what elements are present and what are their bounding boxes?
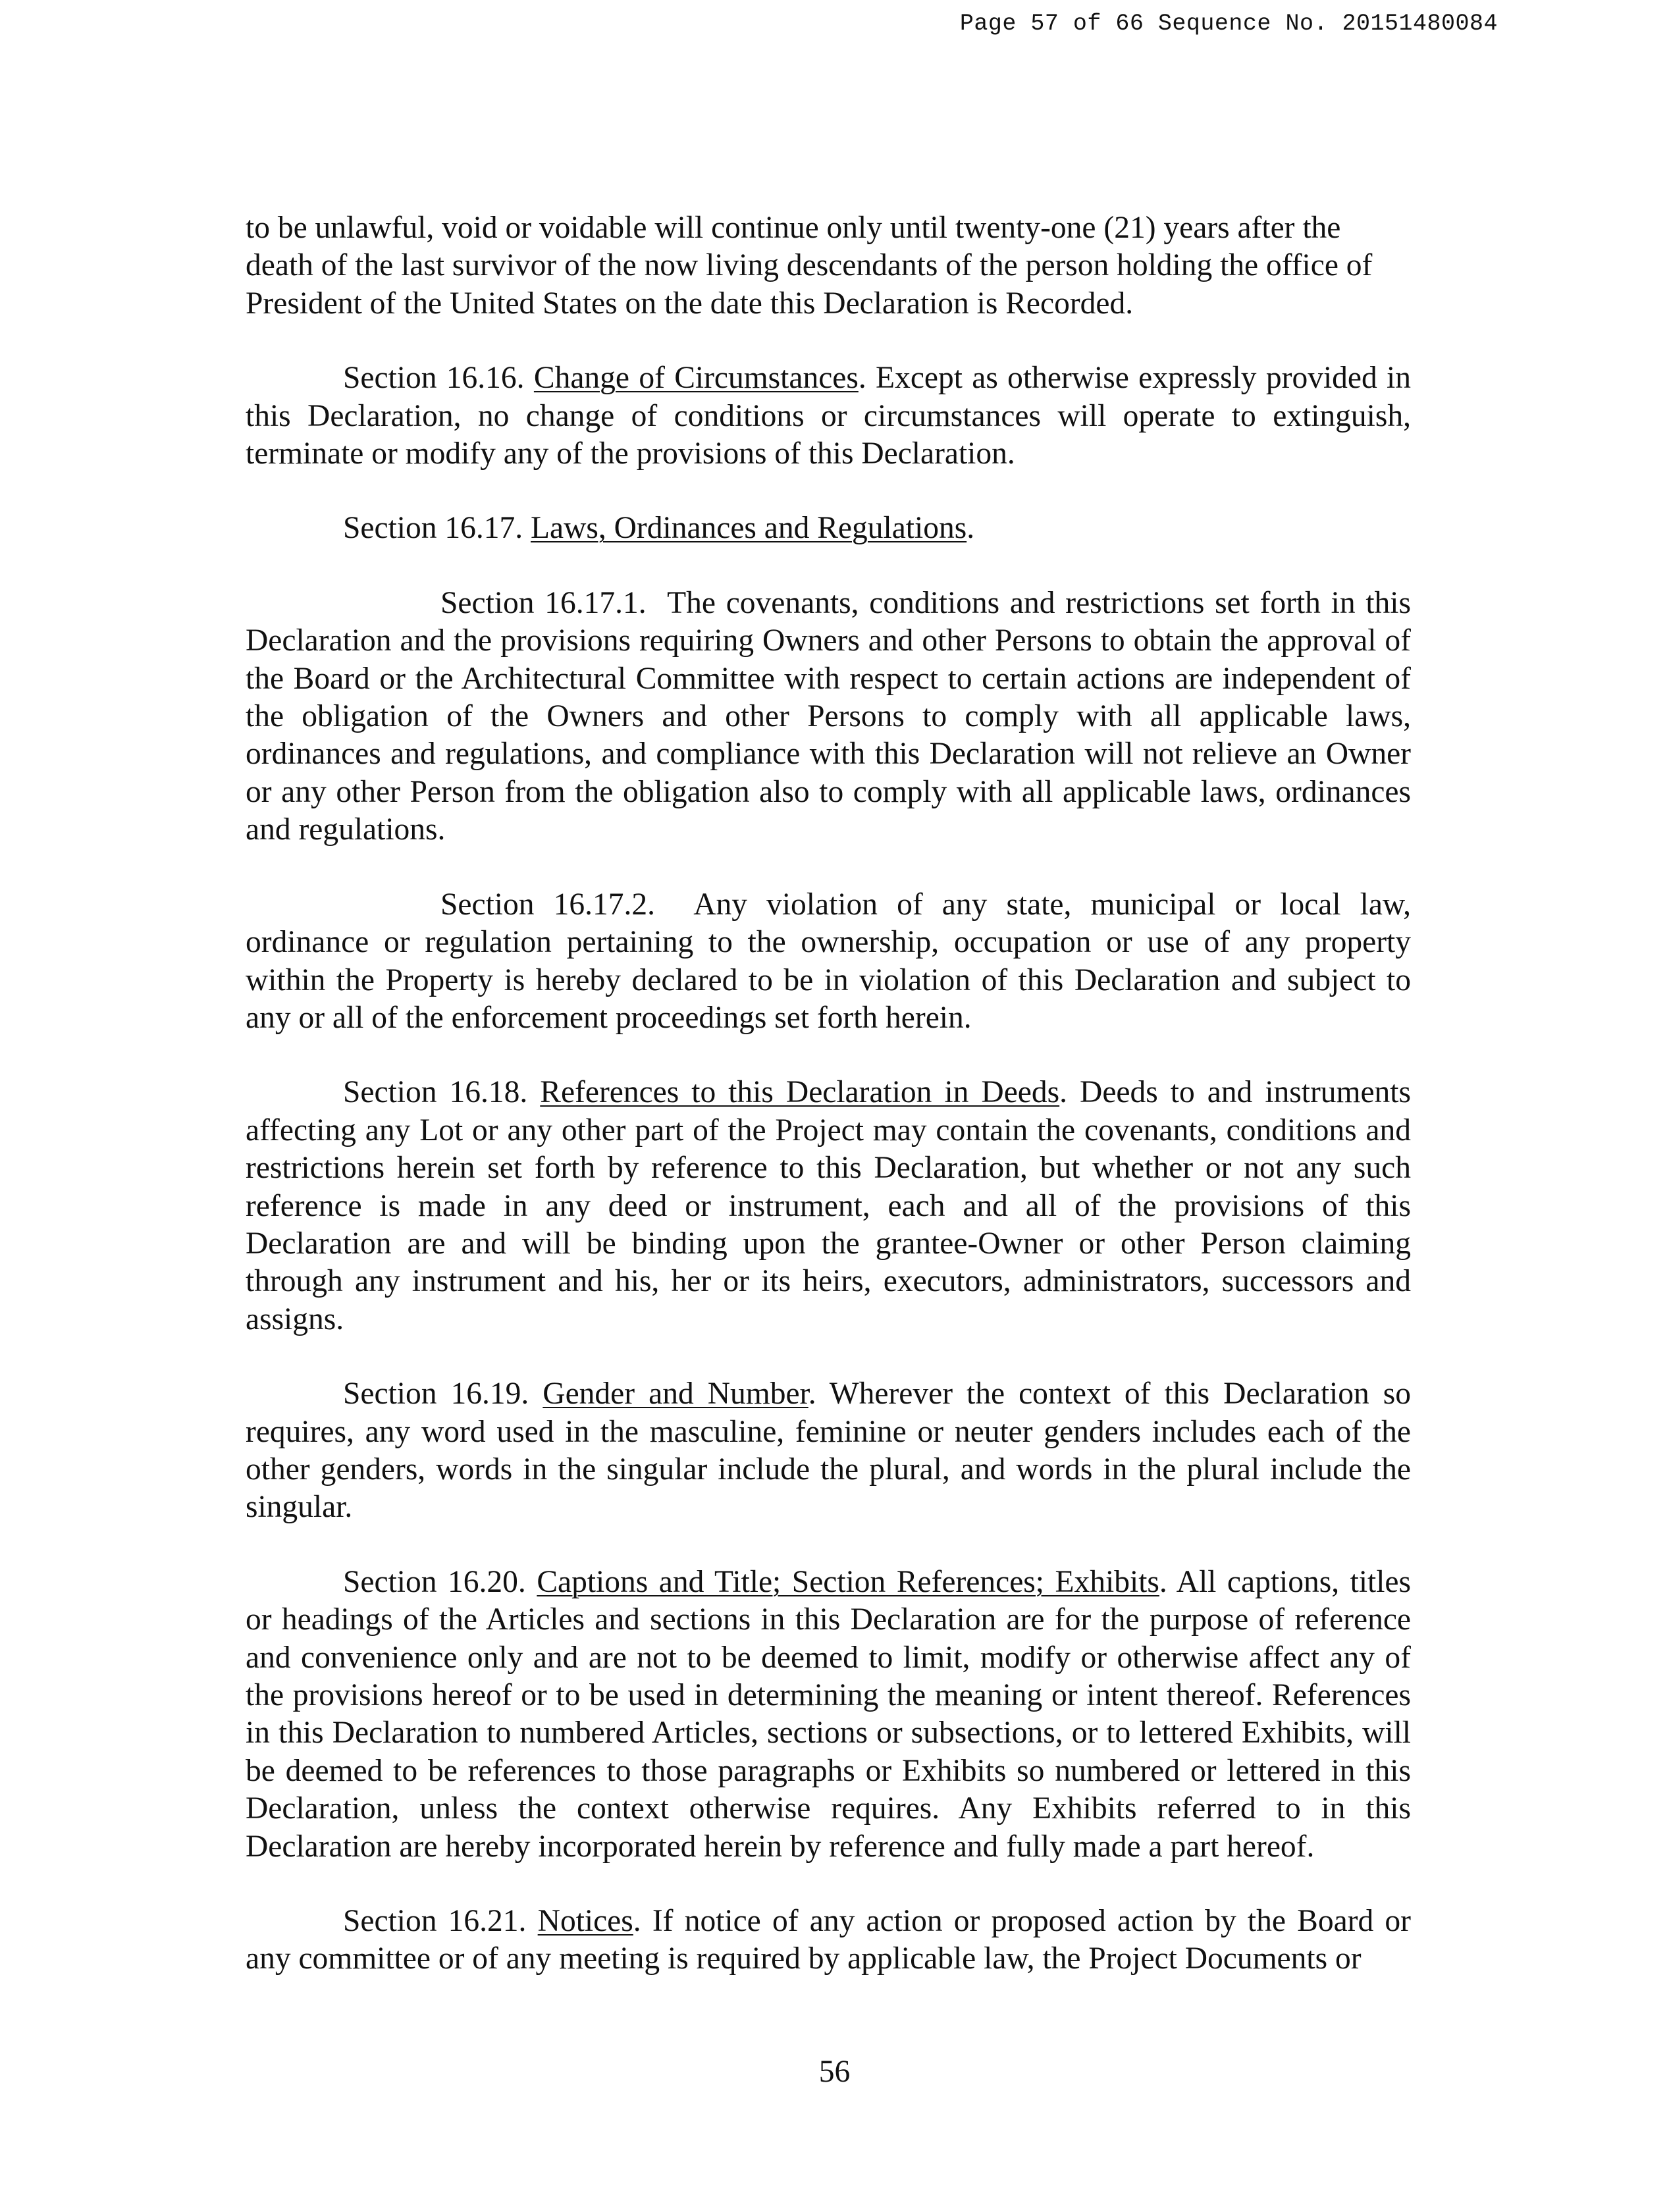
section-body: . Deeds to and instruments affecting any Lot or any other part of the Project may contain the covenants, conditions and restrictions herein set forth by reference to this Declaration, but whether or not any such reference is made in any deed or instrument, each and all of the provisions of this Declaration are and will be binding upon the grantee-Owner or other Person claiming through any instrument and his, her or its heirs, executors, administrators, successors and assigns. — [246, 1075, 1411, 1336]
paragraph-section-16-20 — [246, 1564, 1411, 1866]
section-body: . All captions, titles or headings of the Articles and sections in this Declaration are for the purpose of reference and convenience only and are not to be deemed to limit, modify or otherwise affect any of the provisions hereof or to be used in determining the meaning or intent thereof. References in this Declaration to numbered Articles, sections or subsections, or to lettered Exhibits, will be deemed to be references to those paragraphs or Exhibits so numbered or lettered in this Declaration, unless the context otherwise requires. Any Exhibits referred to in this Declaration are hereby incorporated herein by reference and fully made a part hereof. — [246, 1564, 1411, 1864]
section-body: The covenants, conditions and restrictions set forth in this Declaration and the provisions requiring Owners and other Persons to obtain the approval of the Board or the Architectural Committee with respect to certain actions are independent of the obligation of the Owners and other Persons to comply with all applicable laws, ordinances and regulations, and compliance with this Declaration will not relieve an Owner or any other Person from the obligation also to comply with all applicable laws, ordinances and regulations. — [246, 585, 1411, 847]
paragraph-section-16-19 — [246, 1375, 1411, 1527]
paragraph-section-16-21 — [246, 1903, 1411, 1978]
paragraph-section-16-18 — [246, 1074, 1411, 1338]
section-number: Section 16.18. — [343, 1075, 528, 1110]
page-number: 56 — [818, 2055, 851, 2089]
section-number: Section 16.19. — [343, 1377, 529, 1411]
paragraph-continuation: to be unlawful, void or voidable will continue only until twenty-one (21) years after the death of the last survivor of the now living descendants of the person holding the office of President of the United States on the date this Declaration is Recorded. — [246, 211, 1373, 321]
section-number: Section 16.17. — [343, 511, 523, 546]
section-body: . Wherever the context of this Declaration so requires, any word used in the masculine, feminine or neuter genders includes each of the other genders, words in the singular include the plural, and words in the plural include the singular. — [246, 1377, 1411, 1525]
section-heading: Gender and Number — [543, 1377, 808, 1411]
page-header: Page 57 of 66 Sequence No. 20151480084 — [959, 11, 1498, 37]
section-body: . — [967, 511, 975, 546]
section-body: Any violation of any state, municipal or local law, ordinance or regulation pertaining to the ownership, occupation or use of any property within the Property is hereby declared to be in violation of this Declaration and subject to any or all of the enforcement proceedings set forth herein. — [246, 887, 1411, 1035]
section-number: Section 16.21. — [343, 1904, 527, 1939]
paragraph-section-16-17-2 — [246, 886, 1411, 1038]
paragraph-section-16-17-1 — [246, 585, 1411, 849]
section-number: Section 16.17.1. — [440, 585, 647, 620]
paragraph-section-16-16 — [246, 359, 1411, 473]
section-body: . Except as otherwise expressly provided in this Declaration, no change of conditions or circumstances will operate to extinguish, terminate or modify any of the provisions of this Declaration. — [246, 361, 1411, 471]
section-heading: References to this Declaration in Deeds — [540, 1075, 1060, 1110]
document-body — [246, 209, 1411, 2015]
section-body: . If notice of any action or proposed action by the Board or any committee or of any meeting is required by applicable law, the Project Documents or — [246, 1904, 1411, 1976]
paragraph-section-16-17 — [246, 510, 1411, 547]
section-heading: Laws, Ordinances and Regulations — [530, 511, 967, 546]
section-heading: Notices — [537, 1904, 633, 1939]
section-heading: Captions and Title; Section References; Exhibits — [537, 1564, 1159, 1599]
section-number: Section 16.17.2. — [440, 887, 655, 922]
section-number: Section 16.16. — [343, 361, 525, 396]
section-number: Section 16.20. — [343, 1564, 526, 1599]
section-heading: Change of Circumstances — [533, 361, 859, 396]
